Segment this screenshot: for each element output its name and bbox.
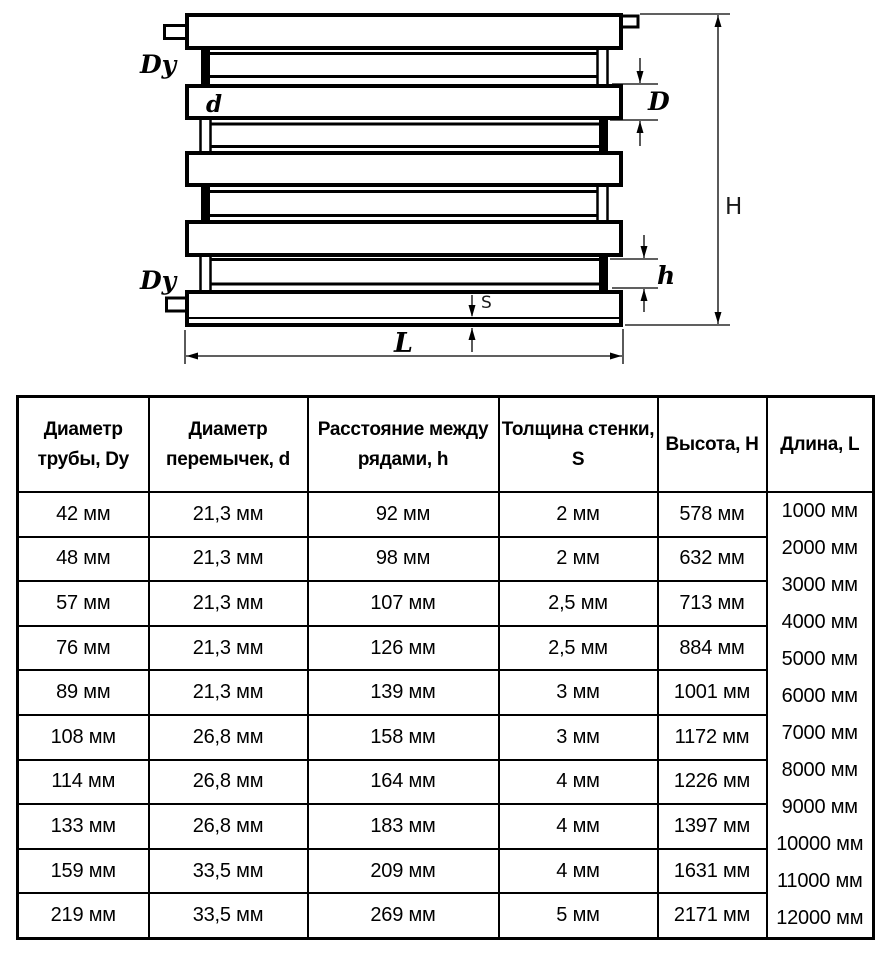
- pipe-row: [187, 222, 621, 255]
- length-value: 6000 мм: [781, 685, 858, 707]
- table-cell: 4 мм: [499, 849, 658, 894]
- pipe-row: [187, 86, 621, 118]
- jumper: [598, 46, 608, 86]
- header-row-spacing: Расстояние между рядами, h: [308, 397, 499, 493]
- arrowhead: [715, 16, 722, 28]
- table-cell: 139 мм: [308, 670, 499, 715]
- arrowhead: [641, 289, 648, 301]
- spec-table: [16, 395, 875, 940]
- length-value: 3000 мм: [781, 574, 858, 596]
- arrowhead: [637, 121, 644, 133]
- table-cell: 21,3 мм: [149, 537, 308, 582]
- table-cell: 1631 мм: [658, 849, 767, 894]
- table-cell: 26,8 мм: [149, 715, 308, 760]
- table-cell: 2,5 мм: [499, 626, 658, 671]
- table-cell: 114 мм: [18, 760, 149, 805]
- table-row: [18, 626, 874, 671]
- table-cell: 126 мм: [308, 626, 499, 671]
- table-cell: 21,3 мм: [149, 670, 308, 715]
- table-cell: 33,5 мм: [149, 893, 308, 938]
- header-length: Длина, L: [767, 397, 874, 493]
- jumper: [599, 116, 608, 156]
- jumper: [598, 183, 608, 224]
- header-wall-thickness: Толщина стенки, S: [499, 397, 658, 493]
- table-cell: 4 мм: [499, 760, 658, 805]
- arrowhead: [715, 312, 722, 324]
- length-value: 5000 мм: [781, 648, 858, 670]
- pipe-row: [187, 15, 621, 48]
- length-value: 2000 мм: [781, 537, 858, 559]
- table-row: [18, 760, 874, 805]
- table-cell: 2 мм: [499, 537, 658, 582]
- table-cell: 884 мм: [658, 626, 767, 671]
- table-cell: 159 мм: [18, 849, 149, 894]
- pipe-row: [187, 153, 621, 185]
- dimension-H: [625, 14, 730, 325]
- table-cell: 1226 мм: [658, 760, 767, 805]
- arrowhead: [641, 246, 648, 258]
- table-cell: 4 мм: [499, 804, 658, 849]
- label-dy-bottom: Dy: [140, 266, 177, 295]
- length-value: 4000 мм: [781, 611, 858, 633]
- table-cell: 2,5 мм: [499, 581, 658, 626]
- table-row: [18, 804, 874, 849]
- table-cell: 578 мм: [658, 492, 767, 537]
- table-cell: 209 мм: [308, 849, 499, 894]
- jumper: [201, 46, 210, 86]
- table-cell: 21,3 мм: [149, 626, 308, 671]
- header-row: [18, 397, 874, 493]
- table-cell: 219 мм: [18, 893, 149, 938]
- spec-table-body: [18, 492, 874, 939]
- jumper: [201, 116, 211, 156]
- table-cell: 107 мм: [308, 581, 499, 626]
- table-cell: 1397 мм: [658, 804, 767, 849]
- table-cell: 108 мм: [18, 715, 149, 760]
- table-cell: 164 мм: [308, 760, 499, 805]
- table-cell: 98 мм: [308, 537, 499, 582]
- length-value: 12000 мм: [776, 907, 864, 929]
- table-cell: 158 мм: [308, 715, 499, 760]
- jumper: [201, 252, 211, 294]
- table-cell: 21,3 мм: [149, 492, 308, 537]
- table-row: [18, 492, 874, 537]
- table-row: [18, 581, 874, 626]
- table-cell: 26,8 мм: [149, 804, 308, 849]
- table-cell: 133 мм: [18, 804, 149, 849]
- label-dy-top: Dy: [140, 50, 177, 79]
- pipe-row: [204, 260, 606, 285]
- table-cell: 26,8 мм: [149, 760, 308, 805]
- table-cell: 48 мм: [18, 537, 149, 582]
- pipe-row: [204, 192, 606, 216]
- table-row: [18, 893, 874, 938]
- table-cell: 92 мм: [308, 492, 499, 537]
- spec-table-header: [18, 397, 874, 493]
- table-cell: 33,5 мм: [149, 849, 308, 894]
- length-value: 8000 мм: [781, 759, 858, 781]
- arrowhead: [187, 353, 199, 360]
- length-value: 11000 мм: [776, 870, 863, 892]
- table-row: [18, 670, 874, 715]
- table-row: [18, 849, 874, 894]
- pipe-row: [187, 292, 621, 325]
- table-cell: 713 мм: [658, 581, 767, 626]
- jumper: [599, 252, 608, 294]
- label-S: S: [481, 293, 492, 313]
- length-value: 1000 мм: [781, 500, 858, 522]
- length-value: 10000 мм: [776, 833, 864, 855]
- table-cell: 1172 мм: [658, 715, 767, 760]
- pipe-row: [204, 124, 606, 147]
- jumper: [201, 183, 210, 224]
- register-diagram: [0, 0, 888, 390]
- arrowhead: [469, 328, 476, 340]
- table-cell: 5 мм: [499, 893, 658, 938]
- arrowhead: [637, 71, 644, 83]
- table-cell: 632 мм: [658, 537, 767, 582]
- table-cell: 3 мм: [499, 670, 658, 715]
- label-h: h: [657, 261, 676, 290]
- table-cell: 57 мм: [18, 581, 149, 626]
- pipe-row: [204, 54, 606, 77]
- label-L: L: [394, 328, 413, 359]
- length-value: 9000 мм: [781, 796, 858, 818]
- table-cell: 3 мм: [499, 715, 658, 760]
- table-row: [18, 537, 874, 582]
- header-jumper-diameter: Диаметр перемычек, d: [149, 397, 308, 493]
- table-cell: 89 мм: [18, 670, 149, 715]
- table-cell: 42 мм: [18, 492, 149, 537]
- length-value: 7000 мм: [781, 722, 858, 744]
- label-D: D: [648, 87, 670, 116]
- table-cell: 1001 мм: [658, 670, 767, 715]
- table-cell: 21,3 мм: [149, 581, 308, 626]
- header-pipe-diameter: Диаметр трубы, Dy: [18, 397, 149, 493]
- length-values-cell: [767, 492, 874, 939]
- table-row: [18, 715, 874, 760]
- label-H: H: [725, 194, 743, 220]
- table-cell: 2 мм: [499, 492, 658, 537]
- table-cell: 269 мм: [308, 893, 499, 938]
- arrowhead: [610, 353, 622, 360]
- table-cell: 2171 мм: [658, 893, 767, 938]
- header-height: Высота, H: [658, 397, 767, 493]
- table-cell: 76 мм: [18, 626, 149, 671]
- label-d: d: [206, 91, 223, 118]
- table-cell: 183 мм: [308, 804, 499, 849]
